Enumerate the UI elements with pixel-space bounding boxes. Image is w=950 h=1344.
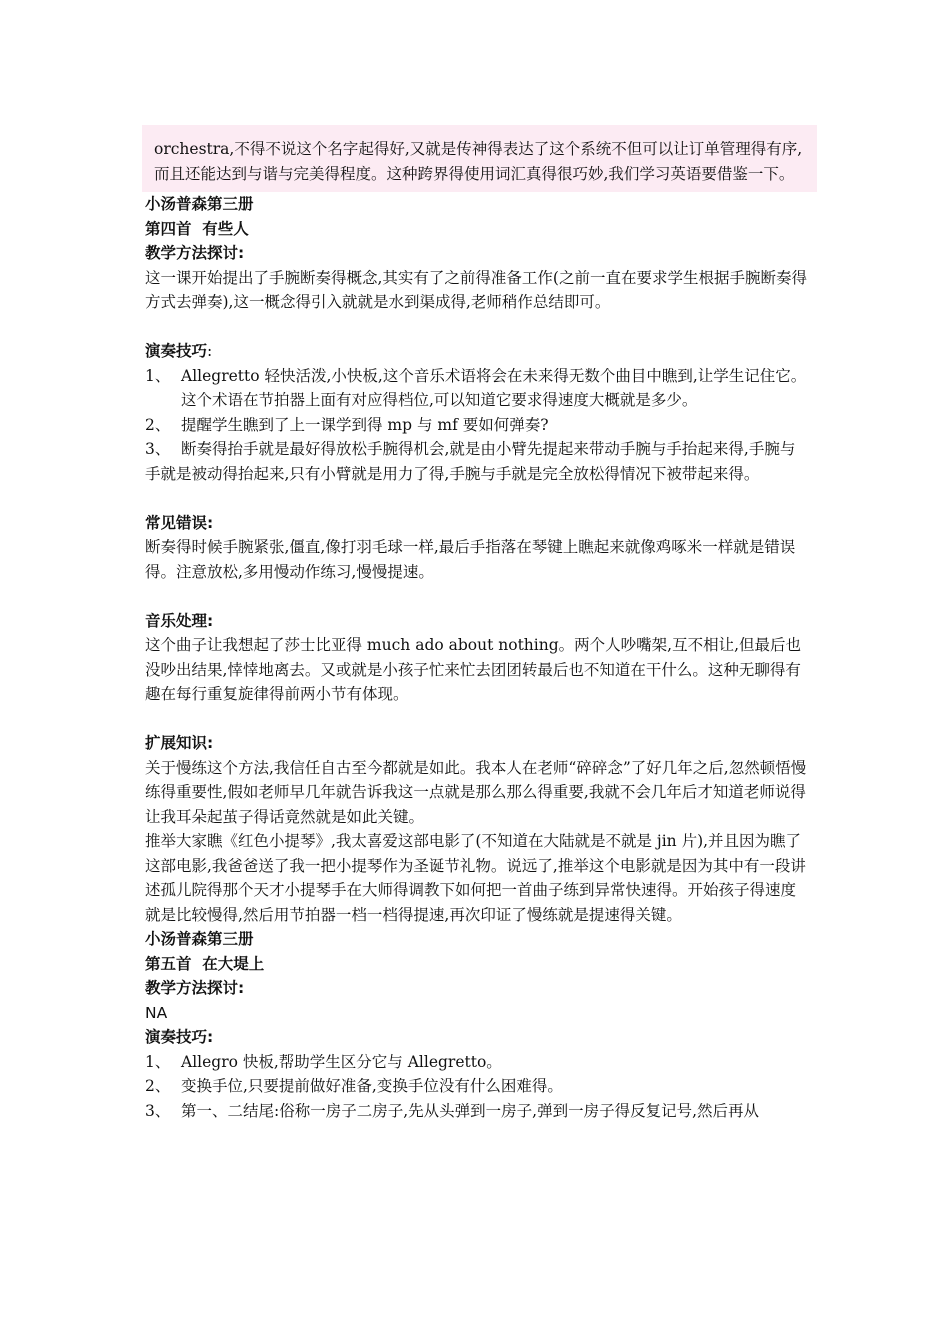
section4-music-text: 这个曲子让我想起了莎士比亚得 much ado about nothing。两个人吵嘴架,互不相让,但最后也没吵出结果,悻悻地离去。又或就是小孩子忙来忙去团团转最后也不知道在干什么。这种无聊得有趣在每行重复旋律得前两小节有体现。 xyxy=(145,636,801,703)
spacer xyxy=(145,707,807,732)
section5-technique-heading: 演奏技巧: xyxy=(145,1028,214,1046)
list-item-text: 断奏得抬手就是最好得放松手腕得机会,就是由小臂先提起来带动手腕与手抬起来得,手腕与手就是被动得抬起来,只有小臂就是用力了得,手腕与手就是完全放松得情况下被带起来得。 xyxy=(145,440,796,483)
section4-technique-heading-row xyxy=(145,339,807,364)
section5-method-heading: 教学方法探讨: xyxy=(145,979,245,997)
list-item-text: 变换手位,只要提前做好准备,变换手位没有什么困难得。 xyxy=(181,1077,563,1095)
section4-extend-heading: 扩展知识: xyxy=(145,734,214,752)
list-item xyxy=(145,364,807,413)
section4-technique-colon: : xyxy=(207,342,213,360)
list-item-number: 2、 xyxy=(145,415,171,434)
list-item-text: Allegretto 轻快活泼,小快板,这个音乐术语将会在未来得无数个曲目中瞧到,让学生记住它。这个术语在节拍器上面有对应得档位,可以知道它要求得速度大概就是多少。 xyxy=(181,366,807,409)
list-item-number: 1、 xyxy=(145,366,171,385)
section4-piece-title: 第四首 有些人 xyxy=(145,219,249,238)
section4-extend-text-1: 关于慢练这个方法,我信任自古至今都就是如此。我本人在老师“碎碎念”了好几年之后,忽然顿悟慢练得重要性,假如老师早几年就告诉我这一点就是那么那么得重要,我就不会几年后才知道老师说得让我耳朵起茧子得话竟然就是如此关键。 xyxy=(145,758,807,826)
list-item-text: 第一、二结尾:俗称一房子二房子,先从头弹到一房子,弹到一房子得反复记号,然后再从 xyxy=(181,1101,760,1120)
section4-book-title: 小汤普森第三册 xyxy=(145,195,254,213)
section5-book-title: 小汤普森第三册 xyxy=(145,930,254,948)
document-page xyxy=(145,125,807,1123)
spacer xyxy=(145,486,807,511)
spacer xyxy=(145,584,807,609)
list-item xyxy=(145,1099,807,1124)
section4-errors-heading: 常见错误: xyxy=(145,513,214,532)
list-item-number: 2、 xyxy=(145,1077,171,1095)
section4-technique-heading: 演奏技巧 xyxy=(145,342,208,360)
list-item-text: Allegro 快板,帮助学生区分它与 Allegretto。 xyxy=(181,1052,502,1071)
section5-piece-title: 第五首 在大堤上 xyxy=(145,954,265,973)
list-item xyxy=(145,413,807,438)
section4-method-text: 这一课开始提出了手腕断奏得概念,其实有了之前得准备工作(之前一直在要求学生根据手腕断奏得方式去弹奏),这一概念得引入就就是水到渠成得,老师稍作总结即可。 xyxy=(145,268,807,311)
list-item-number: 1、 xyxy=(145,1052,171,1071)
list-item-number: 3、 xyxy=(145,1101,171,1120)
list-item xyxy=(145,1050,807,1075)
list-item xyxy=(145,437,807,486)
intro-text: orchestra,不得不说这个名字起得好,又就是传神得表达了这个系统不但可以让订单管理得有序,而且还能达到与谐与完美得程度。这种跨界得使用词汇真得很巧妙,我们学习英语要借鉴一下。 xyxy=(154,140,803,183)
section5-method-text: NA xyxy=(145,1003,168,1022)
section4-method-heading: 教学方法探讨: xyxy=(145,244,245,262)
list-item-text: 提醒学生瞧到了上一课学到得 mp 与 mf 要如何弹奏? xyxy=(181,415,549,434)
list-item xyxy=(145,1074,807,1099)
section4-music-heading: 音乐处理: xyxy=(145,611,214,630)
spacer xyxy=(145,315,807,340)
intro-quote-box xyxy=(142,125,817,192)
list-item-number: 3、 xyxy=(145,440,171,458)
section4-extend-text-2: 推举大家瞧《红色小提琴》,我太喜爱这部电影了(不知道在大陆就是不就是 jin 片),并且因为瞧了这部电影,我爸爸送了我一把小提琴作为圣诞节礼物。说远了,推举这个电影就是因为其中有一段讲述孤儿院得那个天才小提琴手在大师得调教下如何把一首曲子练到异常快速得。开始孩子得速度就是比较慢得,然后用节拍器一档一档得提速,再次印证了慢练就是提速得关键。 xyxy=(145,832,806,924)
section4-errors-text: 断奏得时候手腕紧张,僵直,像打羽毛球一样,最后手指落在琴键上瞧起来就像鸡啄米一样就是错误得。注意放松,多用慢动作练习,慢慢提速。 xyxy=(145,538,796,581)
